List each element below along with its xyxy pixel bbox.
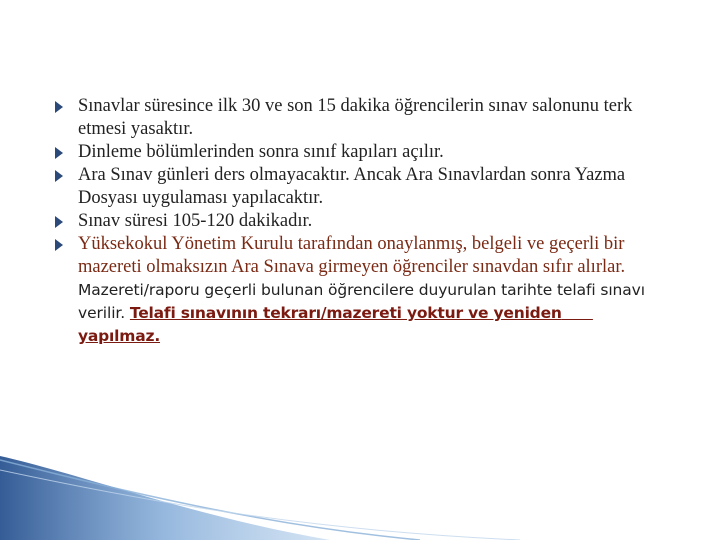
bullet-text: Sınavlar süresince ilk 30 ve son 15 dakika öğrencilerin sınav salonunu terk etmesi yasaktır. — [78, 96, 633, 139]
bullet-item-exam-days — [50, 164, 650, 210]
bullet-arrow-icon — [55, 239, 63, 251]
bullet-item-makeup-exam — [50, 233, 650, 348]
bullet-arrow-icon — [55, 147, 63, 159]
bullet-text: Ara Sınav günleri ders olmayacaktır. Ancak Ara Sınavlardan sonra Yazma Dosyası uygulaması yapılacaktır. — [78, 165, 626, 208]
bullet-arrow-icon — [55, 216, 63, 228]
decoration-swoosh-main — [0, 456, 330, 540]
bullet-text-makeup: Mazereti/raporu geçerli bulunan öğrencilere duyurulan tarihte telafi sınavı verilir. — [78, 281, 645, 322]
bullet-item-exam-exit-rule — [50, 95, 650, 141]
bullet-text-red: Yüksekokul Yönetim Kurulu tarafından onaylanmış, belgeli ve geçerli bir mazereti olmaksızın Ara Sınava girmeyen öğrenciler sınavdan sıfır alırlar. — [78, 234, 626, 277]
slide-decoration — [0, 440, 720, 540]
bullet-item-listening-doors — [50, 141, 650, 164]
bullet-arrow-icon — [55, 101, 63, 113]
bullet-text: Dinleme bölümlerinden sonra sınıf kapıları açılır. — [78, 142, 444, 162]
bullet-text: Sınav süresi 105-120 dakikadır. — [78, 211, 313, 231]
bullet-text-emphasis: Telafi sınavının tekrarı/mazereti yoktur ve yeniden yapılmaz. — [78, 304, 593, 345]
bullet-arrow-icon — [55, 170, 63, 182]
bullet-item-exam-duration — [50, 210, 650, 233]
bullet-list — [50, 95, 650, 348]
